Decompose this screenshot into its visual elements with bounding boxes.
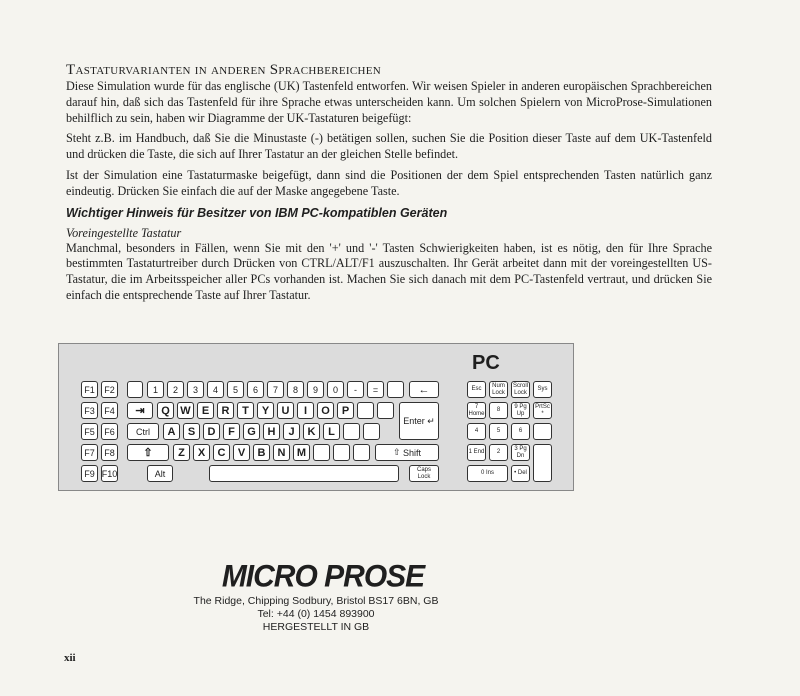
key-d: D — [203, 423, 220, 440]
paragraph-intro: Diese Simulation wurde für das englische (UK) Tastenfeld entworfen. Wir weisen Spieler in anderen europäischen Sprachbereichen darauf hin, daß sich das Tastenfeld für ihre Sprache etwas unterscheiden kann. Um solchen Spielern von MicroProse-Simulationen behilflich zu sein, haben wir Diagramme der UK-Tastaturen beigefügt: — [66, 79, 712, 125]
key-numpad-1: 1 End — [467, 444, 486, 461]
key-numpad-4: 4 — [467, 423, 486, 440]
key-q: Q — [157, 402, 174, 419]
key-numpad-5: 5 — [489, 423, 508, 440]
key-2: 2 — [167, 381, 184, 398]
keyboard-label: PC — [472, 352, 500, 374]
key-u: U — [277, 402, 294, 419]
shift-left-icon: ⇧ — [127, 444, 169, 461]
key-period — [333, 444, 350, 461]
key-1: 1 — [147, 381, 164, 398]
key-3: 3 — [187, 381, 204, 398]
backspace-key-icon: ← — [409, 381, 439, 398]
key-f5: F5 — [81, 423, 98, 440]
key-comma — [313, 444, 330, 461]
key-4: 4 — [207, 381, 224, 398]
key-esc-row-start — [127, 381, 143, 398]
key-semicolon — [343, 423, 360, 440]
key-caps-lock: Caps Lock — [409, 465, 439, 482]
shift-arrow-icon: ⇧ — [392, 447, 401, 457]
address-line-3: HERGESTELLT IN GB — [262, 621, 370, 633]
key-numpad-esc: Esc — [467, 381, 486, 398]
key-alt: Alt — [147, 465, 173, 482]
key-a: A — [163, 423, 180, 440]
key-o: O — [317, 402, 334, 419]
main-text — [66, 62, 712, 304]
key-5: 5 — [227, 381, 244, 398]
key-8: 8 — [287, 381, 304, 398]
key-9: 9 — [307, 381, 324, 398]
key-p: P — [337, 402, 354, 419]
key-e: E — [197, 402, 214, 419]
key-r: R — [217, 402, 234, 419]
key-scroll-lock: Scroll Lock — [511, 381, 530, 398]
tab-key-icon: ⇥ — [127, 402, 153, 419]
key-numpad-9: 9 Pg Up — [511, 402, 530, 419]
enter-arrow-icon: ↵ — [427, 415, 435, 426]
key-bracket-close — [377, 402, 394, 419]
key-f10: F10 — [101, 465, 118, 482]
enter-label: Enter — [403, 416, 425, 426]
key-b: B — [253, 444, 270, 461]
key-bracket-open — [357, 402, 374, 419]
key-numpad-8: 8 — [489, 402, 508, 419]
key-minus: - — [347, 381, 364, 398]
key-numpad-minus — [533, 423, 552, 440]
key-x: X — [193, 444, 210, 461]
page-number: xii — [64, 652, 76, 664]
key-quote — [363, 423, 380, 440]
key-enter — [399, 402, 439, 440]
key-f8: F8 — [101, 444, 118, 461]
key-0: 0 — [327, 381, 344, 398]
paragraph-minus-key: Steht z.B. im Handbuch, daß Sie die Minustaste (-) betätigen sollen, suchen Sie die Position dieser Taste auf dem UK-Tastenfeld und drücken die Taste, die sich auf Ihrer Tastatur an der gleichen Stelle befindet. — [66, 131, 712, 162]
key-z: Z — [173, 444, 190, 461]
key-l: L — [323, 423, 340, 440]
key-j: J — [283, 423, 300, 440]
key-numpad-del: • Del — [511, 465, 530, 482]
key-6: 6 — [247, 381, 264, 398]
key-g: G — [243, 423, 260, 440]
key-7: 7 — [267, 381, 284, 398]
micro-prose-logo — [198, 560, 448, 594]
key-f: F — [223, 423, 240, 440]
key-m: M — [293, 444, 310, 461]
key-w: W — [177, 402, 194, 419]
keyboard-diagram — [58, 343, 574, 491]
key-numpad-6: 6 — [511, 423, 530, 440]
key-backslash — [387, 381, 404, 398]
logo-text: MICRO PROSE — [221, 559, 425, 594]
key-num-lock: Num Lock — [489, 381, 508, 398]
key-shift-right — [375, 444, 439, 461]
shift-label: Shift — [403, 447, 422, 458]
key-s: S — [183, 423, 200, 440]
paragraph-hinweis: Manchmal, besonders in Fällen, wenn Sie mit den '+' und '-' Tasten Schwierigkeiten haben, ist es nötig, den für Ihre Sprache bestimmten Tastaturtreiber durch Drücken von CTRL/ALT/F1 auszuschalten. Ihr Gerät arbeitet dann mit der voreingestellten US-Tastatur, die im Arbeitsspeicher aller PCs vorhanden ist. Machen Sie sich danach mit dem PC-Tastenfeld vertraut, und drücken Sie einfach die entsprechende Taste auf Ihrer Tastatur. — [66, 240, 712, 302]
key-y: Y — [257, 402, 274, 419]
key-k: K — [303, 423, 320, 440]
key-space — [209, 465, 399, 482]
key-n: N — [273, 444, 290, 461]
key-equals: = — [367, 381, 384, 398]
key-sys: Sys — [533, 381, 552, 398]
key-slash — [353, 444, 370, 461]
hinweis-heading: Wichtiger Hinweis für Besitzer von IBM PC-kompatiblen Geräten — [66, 205, 448, 220]
sub-heading: Voreingestellte Tastatur — [66, 225, 182, 240]
section-title: Tastaturvarianten in anderen Sprachbereichen — [66, 62, 381, 78]
publisher-address — [154, 595, 478, 634]
key-f2: F2 — [101, 381, 118, 398]
key-numpad-0: 0 Ins — [467, 465, 508, 482]
key-ctrl: Ctrl — [127, 423, 159, 440]
key-numpad-3: 3 Pg Dn — [511, 444, 530, 461]
key-f1: F1 — [81, 381, 98, 398]
key-f4: F4 — [101, 402, 118, 419]
key-numpad-2: 2 — [489, 444, 508, 461]
key-h: H — [263, 423, 280, 440]
address-line-2: Tel: +44 (0) 1454 893900 — [257, 608, 375, 620]
key-numpad-7: 7 Home — [467, 402, 486, 419]
paragraph-mask: Ist der Simulation eine Tastaturmaske beigefügt, dann sind die Positionen der dem Spiel entsprechenden Tasten natürlich ganz eindeutig. Drücken Sie einfach die auf der Maske angegebene Taste. — [66, 167, 712, 198]
key-t: T — [237, 402, 254, 419]
address-line-1: The Ridge, Chipping Sodbury, Bristol BS17 6BN, GB — [193, 595, 439, 607]
key-i: I — [297, 402, 314, 419]
key-c: C — [213, 444, 230, 461]
key-f7: F7 — [81, 444, 98, 461]
key-f9: F9 — [81, 465, 98, 482]
key-v: V — [233, 444, 250, 461]
key-f6: F6 — [101, 423, 118, 440]
key-prtsc: PrtSc * — [533, 402, 552, 419]
key-f3: F3 — [81, 402, 98, 419]
key-numpad-plus — [533, 444, 552, 482]
